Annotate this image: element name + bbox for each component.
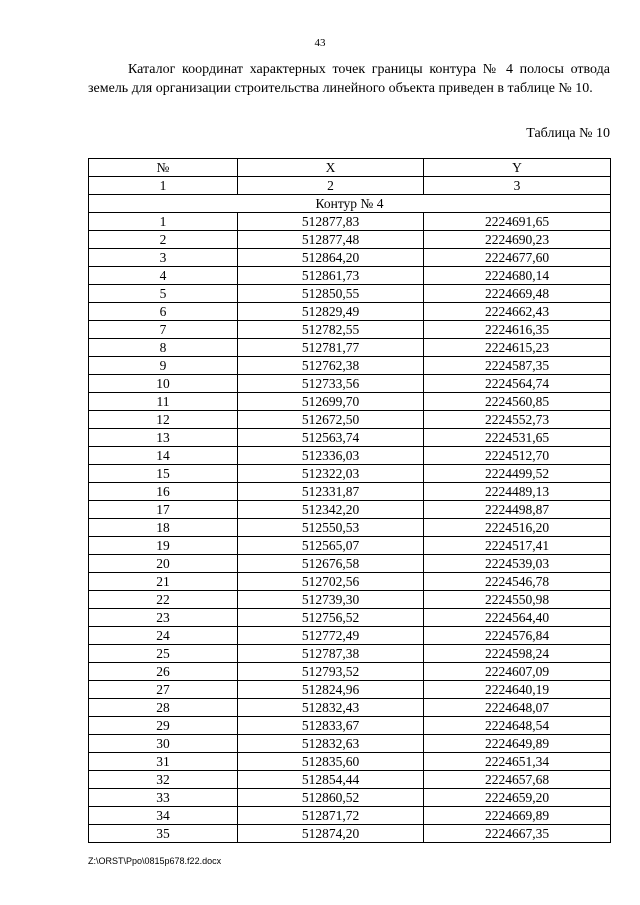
- cell-y: 2224649,89: [424, 735, 611, 753]
- table-row: [89, 249, 611, 267]
- cell-point-number: 28: [89, 699, 238, 717]
- cell-x: 512832,63: [238, 735, 424, 753]
- cell-x: 512733,56: [238, 375, 424, 393]
- cell-point-number: 1: [89, 213, 238, 231]
- cell-x: 512833,67: [238, 717, 424, 735]
- cell-point-number: 15: [89, 465, 238, 483]
- cell-x: 512850,55: [238, 285, 424, 303]
- table-row: [89, 663, 611, 681]
- table-row: [89, 591, 611, 609]
- table-caption: Таблица № 10: [526, 126, 610, 141]
- cell-x: 512824,96: [238, 681, 424, 699]
- cell-y: 2224564,40: [424, 609, 611, 627]
- cell-x: 512565,07: [238, 537, 424, 555]
- cell-y: 2224659,20: [424, 789, 611, 807]
- table-row: [89, 393, 611, 411]
- cell-point-number: 4: [89, 267, 238, 285]
- cell-y: 2224669,48: [424, 285, 611, 303]
- cell-x: 512699,70: [238, 393, 424, 411]
- cell-y: 2224677,60: [424, 249, 611, 267]
- cell-point-number: 32: [89, 771, 238, 789]
- table-row: [89, 339, 611, 357]
- cell-y: 2224616,35: [424, 321, 611, 339]
- cell-y: 2224587,35: [424, 357, 611, 375]
- table-row: [89, 699, 611, 717]
- cell-y: 2224648,07: [424, 699, 611, 717]
- table-row: [89, 735, 611, 753]
- table-body: [89, 213, 611, 843]
- cell-x: 512322,03: [238, 465, 424, 483]
- cell-point-number: 30: [89, 735, 238, 753]
- cell-y: 2224667,35: [424, 825, 611, 843]
- cell-point-number: 12: [89, 411, 238, 429]
- cell-y: 2224669,89: [424, 807, 611, 825]
- cell-point-number: 34: [89, 807, 238, 825]
- header-cell-x: X: [238, 159, 424, 177]
- cell-x: 512864,20: [238, 249, 424, 267]
- cell-x: 512832,43: [238, 699, 424, 717]
- cell-x: 512762,38: [238, 357, 424, 375]
- cell-y: 2224690,23: [424, 231, 611, 249]
- table-row: [89, 231, 611, 249]
- section-row: [89, 195, 611, 213]
- cell-point-number: 23: [89, 609, 238, 627]
- table-row: [89, 681, 611, 699]
- table-row: [89, 429, 611, 447]
- cell-y: 2224552,73: [424, 411, 611, 429]
- cell-point-number: 31: [89, 753, 238, 771]
- cell-point-number: 18: [89, 519, 238, 537]
- cell-x: 512702,56: [238, 573, 424, 591]
- cell-point-number: 20: [89, 555, 238, 573]
- table-row: [89, 213, 611, 231]
- cell-x: 512877,48: [238, 231, 424, 249]
- cell-point-number: 29: [89, 717, 238, 735]
- cell-x: 512331,87: [238, 483, 424, 501]
- intro-paragraph: Каталог координат характерных точек границы контура № 4 полосы отвода земель для организации строительства линейного объекта приведен в таблице № 10.: [88, 62, 610, 96]
- table-row: [89, 789, 611, 807]
- cell-x: 512756,52: [238, 609, 424, 627]
- cell-x: 512739,30: [238, 591, 424, 609]
- cell-y: 2224512,70: [424, 447, 611, 465]
- cell-x: 512861,73: [238, 267, 424, 285]
- table-row: [89, 501, 611, 519]
- cell-y: 2224539,03: [424, 555, 611, 573]
- cell-x: 512793,52: [238, 663, 424, 681]
- cell-y: 2224550,98: [424, 591, 611, 609]
- table-row: [89, 627, 611, 645]
- table-row: [89, 357, 611, 375]
- table-row: [89, 411, 611, 429]
- table-row: [89, 375, 611, 393]
- table-row: [89, 483, 611, 501]
- column-number-cell: 3: [424, 177, 611, 195]
- table-row: [89, 753, 611, 771]
- table-row: [89, 573, 611, 591]
- cell-point-number: 33: [89, 789, 238, 807]
- table-row: [89, 771, 611, 789]
- cell-y: 2224546,78: [424, 573, 611, 591]
- cell-x: 512860,52: [238, 789, 424, 807]
- column-number-cell: 2: [238, 177, 424, 195]
- table-row: [89, 465, 611, 483]
- section-title: Контур № 4: [89, 195, 611, 213]
- table-row: [89, 519, 611, 537]
- table-row: [89, 321, 611, 339]
- cell-point-number: 21: [89, 573, 238, 591]
- cell-point-number: 8: [89, 339, 238, 357]
- cell-point-number: 27: [89, 681, 238, 699]
- table-row: [89, 645, 611, 663]
- cell-point-number: 35: [89, 825, 238, 843]
- cell-y: 2224691,65: [424, 213, 611, 231]
- table-row: [89, 807, 611, 825]
- cell-point-number: 3: [89, 249, 238, 267]
- cell-x: 512877,83: [238, 213, 424, 231]
- cell-x: 512782,55: [238, 321, 424, 339]
- cell-y: 2224576,84: [424, 627, 611, 645]
- cell-x: 512781,77: [238, 339, 424, 357]
- table-row: [89, 267, 611, 285]
- cell-point-number: 14: [89, 447, 238, 465]
- cell-point-number: 13: [89, 429, 238, 447]
- table-row: [89, 537, 611, 555]
- table-header: [89, 159, 611, 213]
- cell-x: 512342,20: [238, 501, 424, 519]
- cell-y: 2224516,20: [424, 519, 611, 537]
- cell-point-number: 2: [89, 231, 238, 249]
- column-number-cell: 1: [89, 177, 238, 195]
- cell-point-number: 24: [89, 627, 238, 645]
- cell-x: 512772,49: [238, 627, 424, 645]
- table-row: [89, 555, 611, 573]
- cell-y: 2224499,52: [424, 465, 611, 483]
- table-row: [89, 717, 611, 735]
- cell-x: 512787,38: [238, 645, 424, 663]
- cell-point-number: 26: [89, 663, 238, 681]
- cell-x: 512550,53: [238, 519, 424, 537]
- cell-y: 2224560,85: [424, 393, 611, 411]
- table-row: [89, 285, 611, 303]
- cell-point-number: 25: [89, 645, 238, 663]
- cell-y: 2224651,34: [424, 753, 611, 771]
- cell-x: 512871,72: [238, 807, 424, 825]
- cell-y: 2224662,43: [424, 303, 611, 321]
- cell-y: 2224531,65: [424, 429, 611, 447]
- cell-y: 2224489,13: [424, 483, 611, 501]
- cell-y: 2224657,68: [424, 771, 611, 789]
- table-row: [89, 609, 611, 627]
- cell-point-number: 9: [89, 357, 238, 375]
- header-cell-number: №: [89, 159, 238, 177]
- cell-point-number: 10: [89, 375, 238, 393]
- coordinates-table: [88, 158, 611, 843]
- cell-y: 2224517,41: [424, 537, 611, 555]
- cell-x: 512874,20: [238, 825, 424, 843]
- cell-y: 2224680,14: [424, 267, 611, 285]
- cell-y: 2224640,19: [424, 681, 611, 699]
- cell-x: 512835,60: [238, 753, 424, 771]
- cell-point-number: 17: [89, 501, 238, 519]
- cell-point-number: 16: [89, 483, 238, 501]
- cell-y: 2224648,54: [424, 717, 611, 735]
- table-row: [89, 303, 611, 321]
- cell-point-number: 22: [89, 591, 238, 609]
- cell-point-number: 7: [89, 321, 238, 339]
- column-number-row: [89, 177, 611, 195]
- cell-y: 2224615,23: [424, 339, 611, 357]
- cell-x: 512854,44: [238, 771, 424, 789]
- table-row: [89, 825, 611, 843]
- cell-point-number: 19: [89, 537, 238, 555]
- cell-point-number: 11: [89, 393, 238, 411]
- cell-x: 512829,49: [238, 303, 424, 321]
- cell-point-number: 6: [89, 303, 238, 321]
- cell-y: 2224564,74: [424, 375, 611, 393]
- cell-x: 512676,58: [238, 555, 424, 573]
- header-row: [89, 159, 611, 177]
- cell-y: 2224498,87: [424, 501, 611, 519]
- footer-file-path: Z:\ORST\Ppo\0815p678.f22.docx: [88, 856, 222, 866]
- cell-x: 512563,74: [238, 429, 424, 447]
- cell-y: 2224598,24: [424, 645, 611, 663]
- table-row: [89, 447, 611, 465]
- cell-y: 2224607,09: [424, 663, 611, 681]
- page-number: 43: [314, 37, 326, 49]
- cell-point-number: 5: [89, 285, 238, 303]
- cell-x: 512336,03: [238, 447, 424, 465]
- cell-x: 512672,50: [238, 411, 424, 429]
- header-cell-y: Y: [424, 159, 611, 177]
